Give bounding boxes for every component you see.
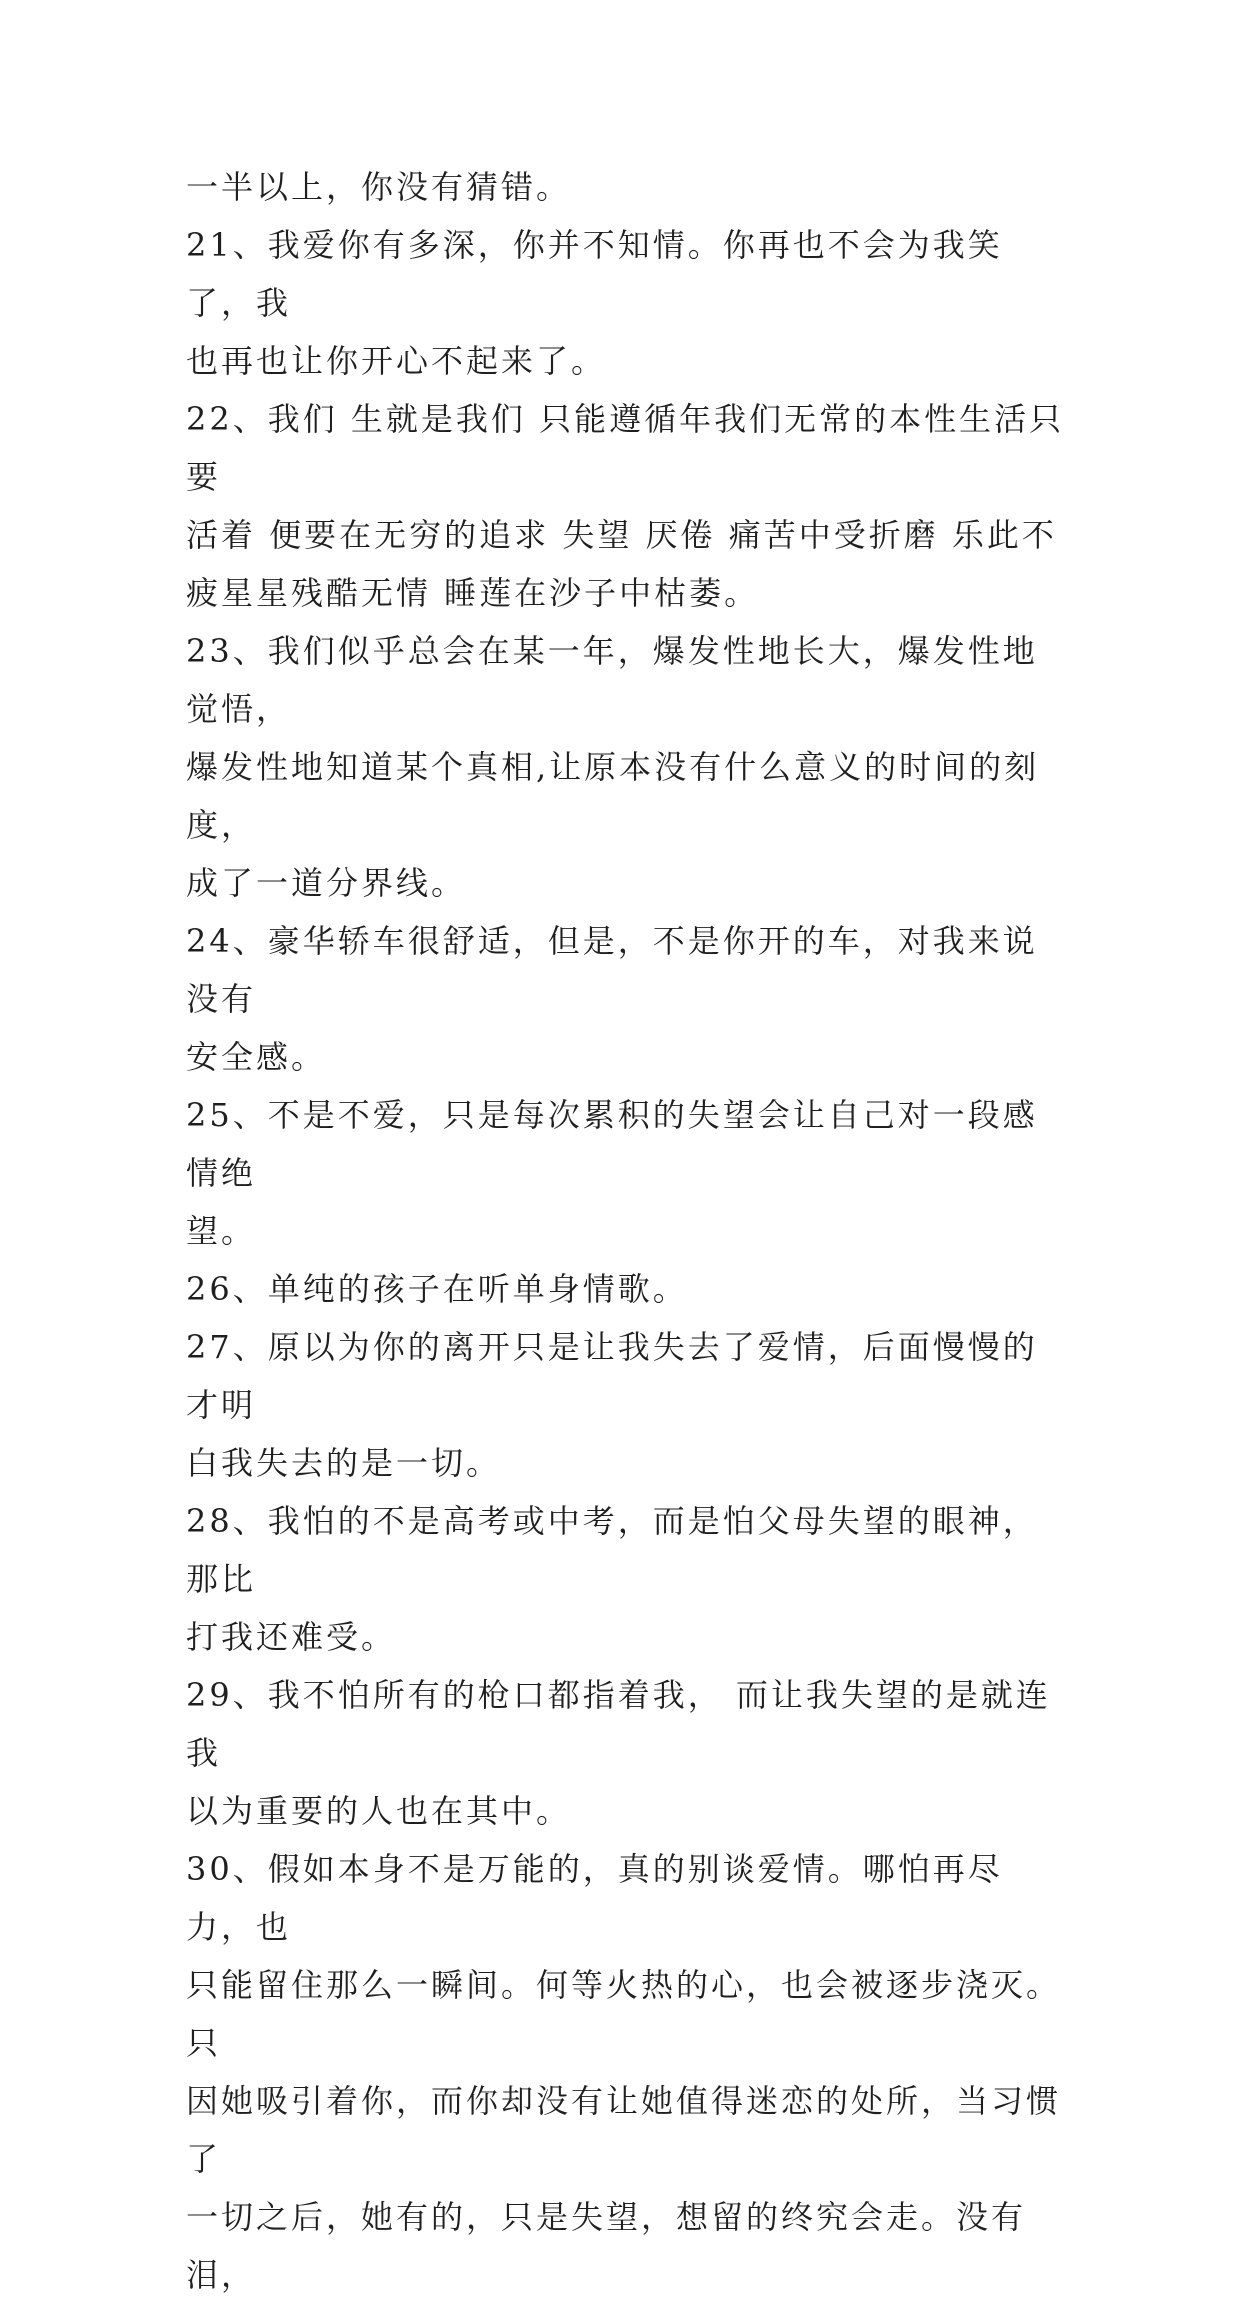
text-line: 以为重要的人也在其中。 [186,1792,572,1830]
text-line: 26、单纯的孩子在听单身情歌。 [186,1270,688,1308]
document-body [186,158,1066,2304]
text-line: 只能留住那么一瞬间。何等火热的心，也会被逐步浇灭。只 [186,1966,1062,2062]
text-line: 因她吸引着你，而你却没有让她值得迷恋的处所，当习惯了 [186,2082,1062,2178]
text-line: 望。 [186,1212,257,1250]
text-line: 28、我怕的不是高考或中考，而是怕父母失望的眼神，那比 [186,1502,1038,1598]
text-line: 安全感。 [186,1038,327,1076]
text-line: 成了一道分界线。 [186,864,467,902]
text-line: 25、不是不爱，只是每次累积的失望会让自己对一段感情绝 [186,1096,1038,1192]
text-line: 也再也让你开心不起来了。 [186,342,607,380]
text-line: 27、原以为你的离开只是让我失去了爱情，后面慢慢的才明 [186,1328,1038,1424]
text-line: 打我还难受。 [186,1618,397,1656]
text-line: 23、我们似乎总会在某一年，爆发性地长大，爆发性地觉悟， [186,632,1038,728]
text-line: 一切之后，她有的，只是失望，想留的终究会走。没有泪， [186,2198,1027,2294]
text-line: 24、豪华轿车很舒适，但是，不是你开的车，对我来说没有 [186,922,1038,1018]
text-line: 一半以上，你没有猜错。 [186,168,572,206]
text-line: 21、我爱你有多深，你并不知情。你再也不会为我笑了，我 [186,226,1003,322]
text-line: 白我失去的是一切。 [186,1444,502,1482]
text-line: 活着 便要在无穷的追求 失望 厌倦 痛苦中受折磨 乐此不 [186,516,1057,554]
text-line: 疲星星残酷无情 睡莲在沙子中枯萎。 [186,574,760,612]
text-line: 22、我们 生就是我们 只能遵循年我们无常的本性生活只要 [186,400,1065,496]
text-line: 爆发性地知道某个真相,让原本没有什么意义的时间的刻度， [186,748,1040,844]
text-line: 29、我不怕所有的枪口都指着我， 而让我失望的是就连我 [186,1676,1051,1772]
text-line: 30、假如本身不是万能的，真的别谈爱情。哪怕再尽力，也 [186,1850,1003,1946]
